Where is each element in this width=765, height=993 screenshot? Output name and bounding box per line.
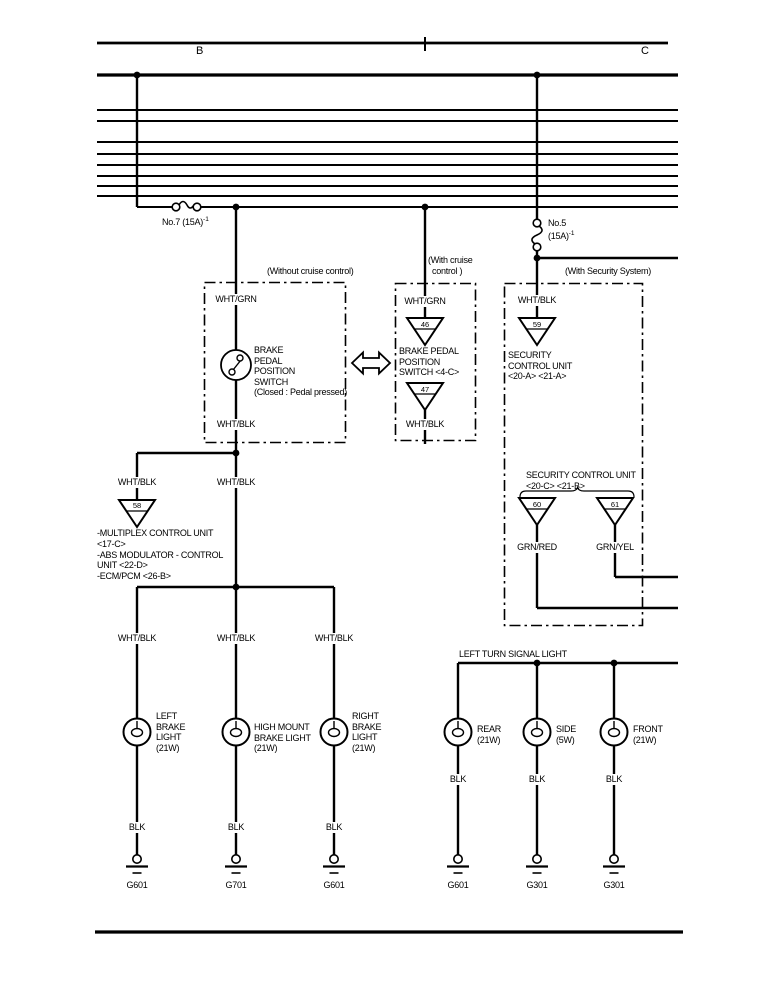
connector-46-number: 46 — [420, 320, 430, 329]
ground-label-g601-2: G601 — [323, 880, 345, 890]
multiplex-targets-label: -MULTIPLEX CONTROL UNIT <17-C> -ABS MODULATOR - CONTROL UNIT <22-D> -ECM/PCM <26-B> — [97, 528, 224, 582]
right-brake-lamp-icon — [321, 719, 348, 746]
wire-label-blk-3: BLK — [325, 822, 343, 832]
ground-label-g301-2: G301 — [603, 880, 625, 890]
connector-47-number: 47 — [420, 385, 430, 394]
fuse-no7-icon — [172, 202, 201, 211]
high-mount-brake-light-label: HIGH MOUNT BRAKE LIGHT (21W) — [254, 722, 311, 754]
fuse-no5-icon — [532, 219, 542, 251]
front-turn-lamp-icon — [601, 719, 628, 746]
wire-label-wht-blk-3: WHT/BLK — [517, 295, 557, 305]
wire-label-wht-grn-2: WHT/GRN — [404, 296, 446, 306]
side-turn-lamp-label: SIDE (5W) — [556, 724, 577, 745]
without-cruise-title: (Without cruise control) — [267, 266, 354, 276]
left-brake-light-label: LEFT BRAKE LIGHT (21W) — [156, 711, 186, 753]
wire-label-wht-grn-1: WHT/GRN — [215, 294, 257, 304]
ground-icon-2 — [225, 855, 247, 873]
wire-label-blk-6: BLK — [605, 774, 623, 784]
ground-label-g601-1: G601 — [126, 880, 148, 890]
ground-label-g301-1: G301 — [526, 880, 548, 890]
wire-label-wht-blk-2: WHT/BLK — [405, 419, 445, 429]
feed-wires — [137, 74, 537, 219]
rear-turn-lamp-label: REAR (21W) — [477, 724, 502, 745]
bus-lines — [97, 75, 678, 207]
ground-icon-5 — [526, 855, 548, 873]
side-turn-lamp-icon — [524, 719, 551, 746]
wire-label-wht-blk-5: WHT/BLK — [216, 477, 256, 487]
ground-label-g701: G701 — [225, 880, 247, 890]
connector-58-number: 58 — [132, 501, 142, 510]
front-turn-lamp-label: FRONT (21W) — [633, 724, 663, 745]
ground-icon-3 — [323, 855, 345, 873]
wire-label-blk-2: BLK — [227, 822, 245, 832]
connector-61-number: 61 — [610, 500, 620, 509]
ground-label-g601-3: G601 — [447, 880, 469, 890]
double-arrow-icon — [352, 353, 390, 374]
top-rule — [97, 37, 668, 51]
security-system-box — [505, 284, 643, 626]
wire-label-wht-blk-8: WHT/BLK — [314, 633, 354, 643]
wire-label-wht-blk-1: WHT/BLK — [216, 419, 256, 429]
ground-icon-4 — [447, 855, 469, 873]
high-mount-brake-lamp-icon — [223, 719, 250, 746]
wire-label-wht-blk-7: WHT/BLK — [216, 633, 256, 643]
with-cruise-title-line2: control ) — [432, 266, 463, 276]
rear-turn-lamp-icon — [445, 719, 472, 746]
fuse-no5-label-line2: $(15A)^{-1}$ — [548, 230, 575, 241]
section-label-b: B — [196, 45, 204, 57]
brake-pedal-switch-label: BRAKE PEDAL POSITION SWITCH (Closed : Pedal pressed) — [254, 345, 348, 398]
wire-label-blk-4: BLK — [449, 774, 467, 784]
security-wires — [537, 250, 678, 608]
fuse-no7-label: No.7 $(15A)^{-1}$ — [162, 216, 209, 227]
with-cruise-title-line1: (With cruise — [428, 255, 473, 265]
security-unit-lower-label: SECURITY CONTROL UNIT <20-C> <21-B> — [526, 470, 636, 491]
connector-60-number: 60 — [532, 500, 542, 509]
section-label-c: C — [641, 45, 649, 57]
security-title: (With Security System) — [565, 266, 652, 276]
security-unit-upper-label: SECURITY CONTROL UNIT <20-A> <21-A> — [508, 350, 573, 382]
brake-pedal-switch-icon — [221, 350, 251, 380]
wire-label-grn-yel: GRN/YEL — [596, 542, 634, 552]
ground-icon-1 — [126, 855, 148, 873]
ground-icons — [126, 855, 625, 873]
turn-signal-wires — [458, 663, 678, 855]
wire-label-wht-blk-6: WHT/BLK — [117, 633, 157, 643]
turn-signal-header: LEFT TURN SIGNAL LIGHT — [459, 649, 567, 659]
left-brake-lamp-icon — [124, 719, 151, 746]
connector-59-number: 59 — [532, 320, 542, 329]
right-brake-light-label: RIGHT BRAKE LIGHT (21W) — [352, 711, 382, 753]
brake-pedal-switch-4c-label: BRAKE PEDAL POSITION SWITCH <4-C> — [399, 346, 460, 378]
ground-icon-6 — [603, 855, 625, 873]
wire-label-grn-red: GRN/RED — [517, 542, 557, 552]
wire-label-blk-5: BLK — [528, 774, 546, 784]
fuse-no5-label-line1: No.5 — [548, 218, 567, 228]
wire-label-blk-1: BLK — [128, 822, 146, 832]
wire-label-wht-blk-4: WHT/BLK — [117, 477, 157, 487]
